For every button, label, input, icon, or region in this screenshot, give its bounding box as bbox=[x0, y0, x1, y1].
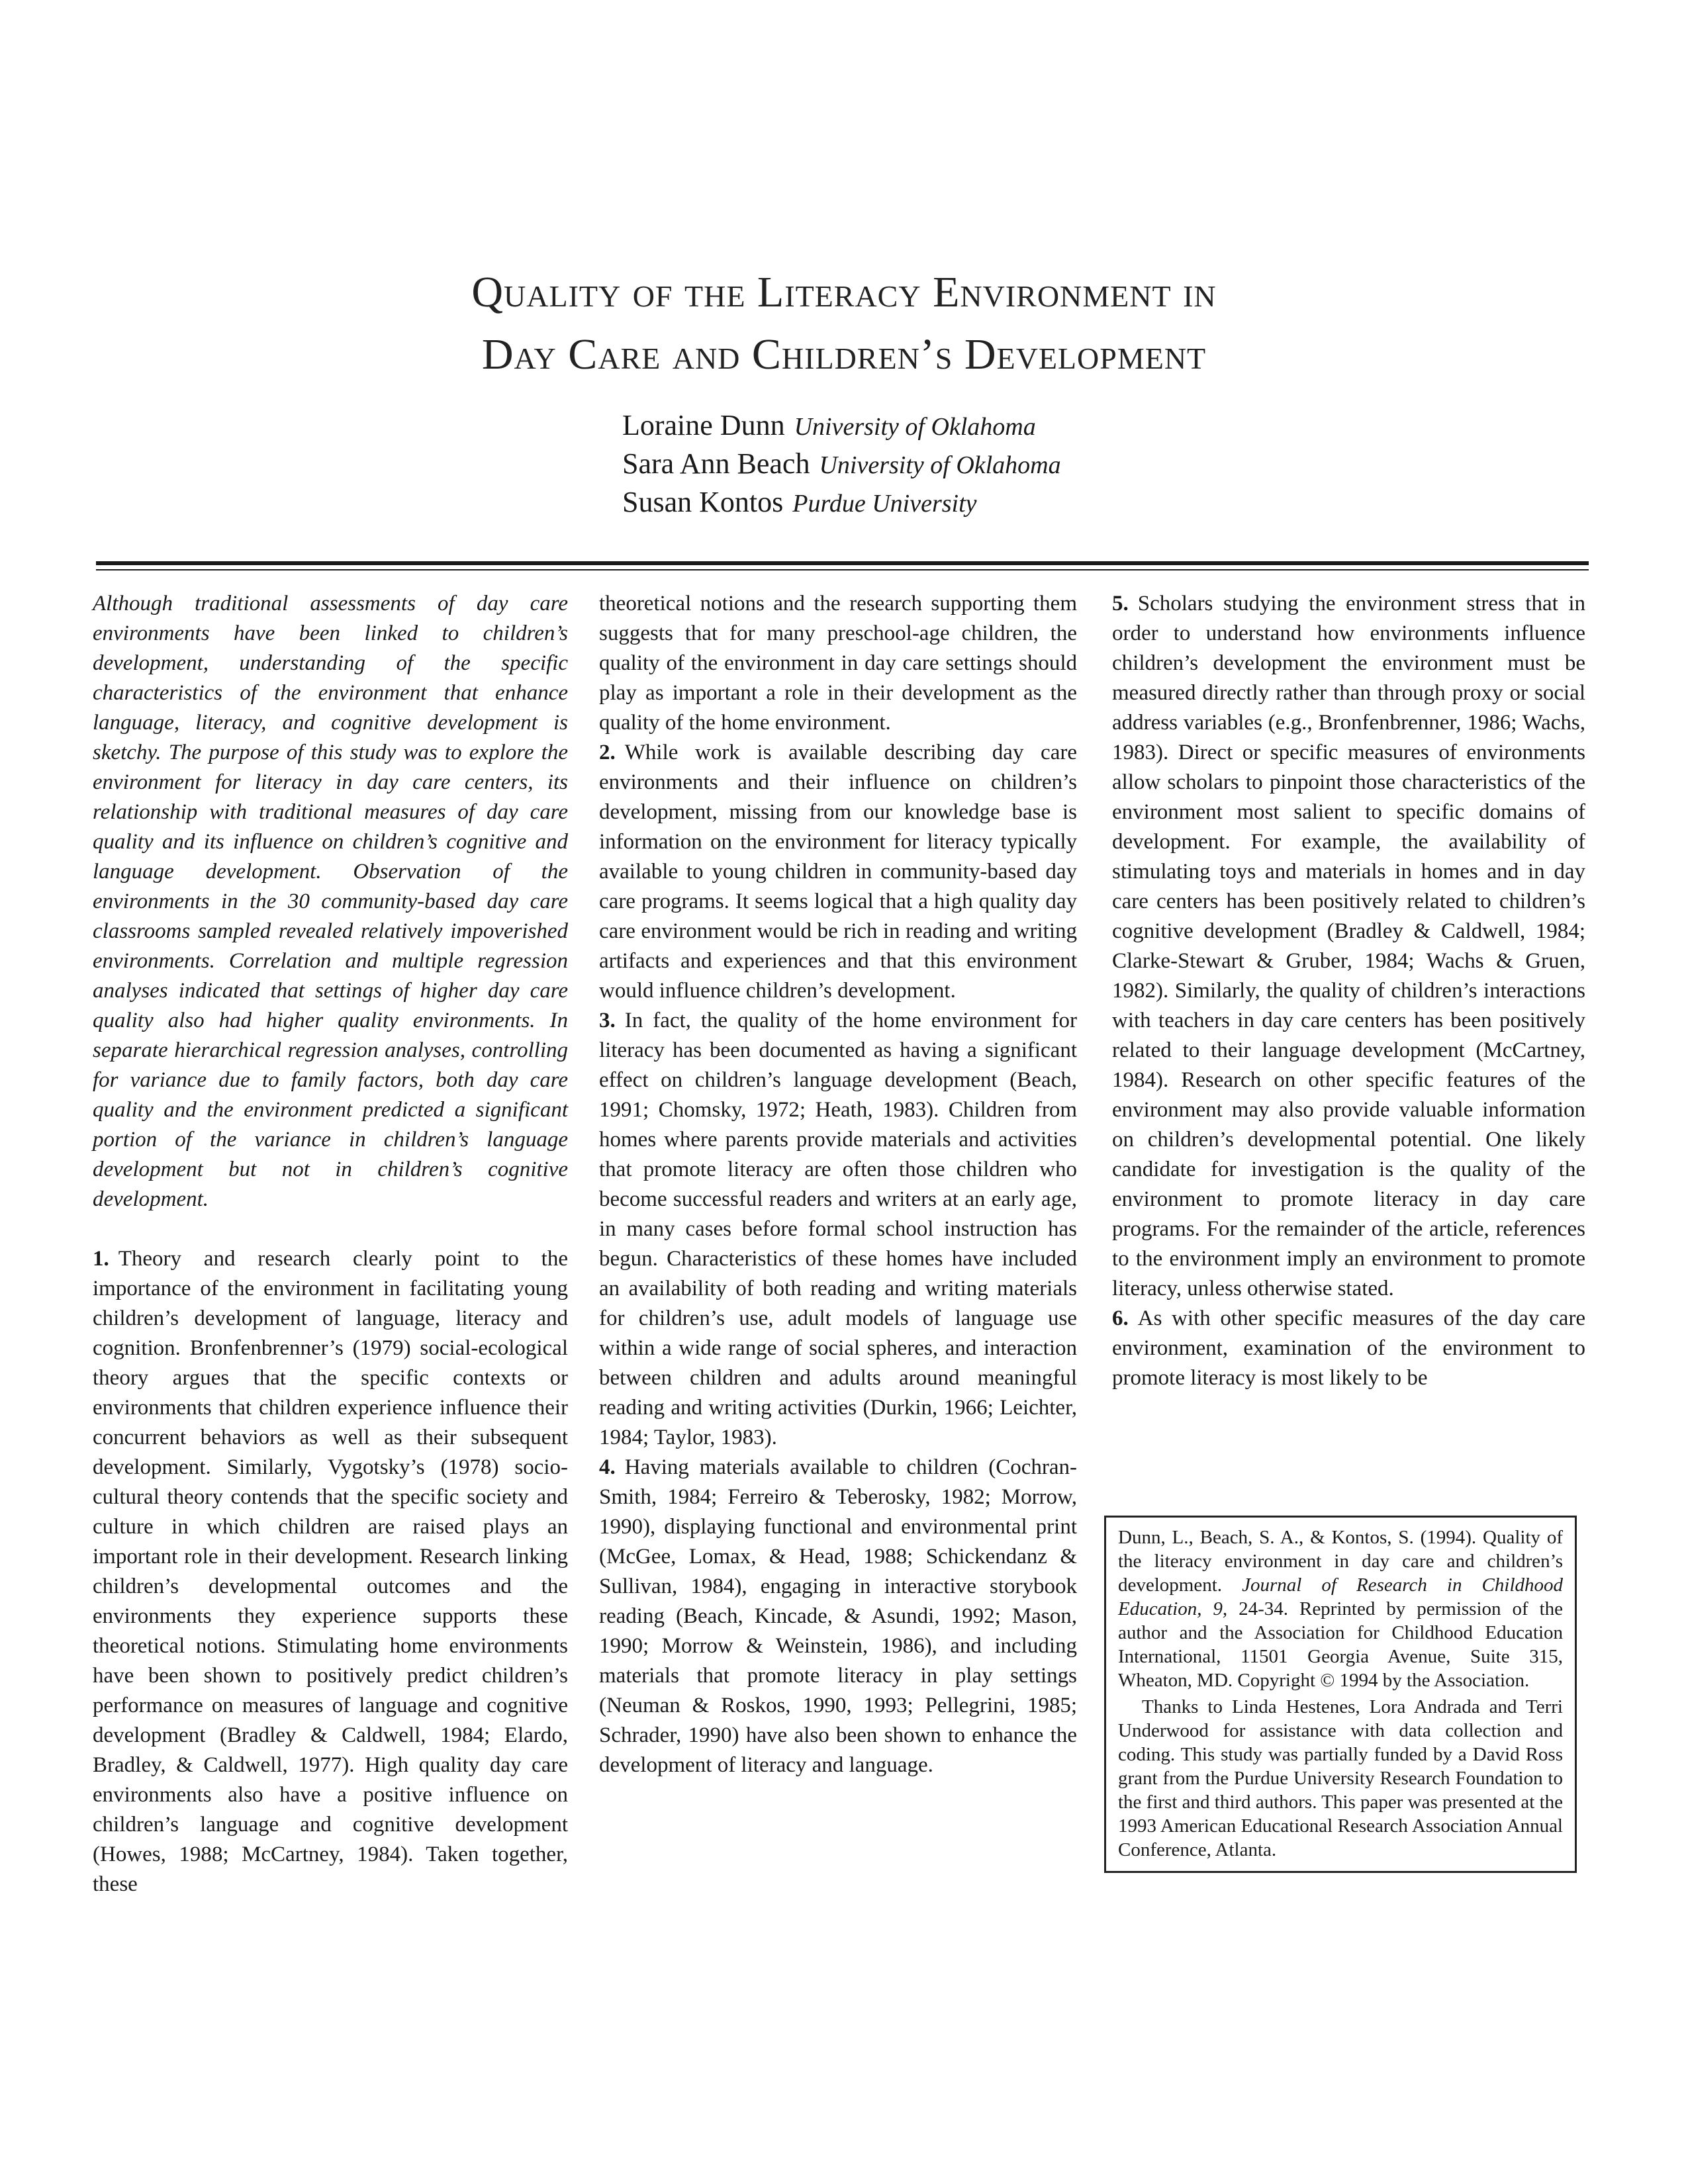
author-entry bbox=[622, 407, 1350, 445]
citation-details: 24-34. Reprinted by permission of the author and the Association for Childhood Education International, 11501 Georgia Avenue, Suite 315, Wheaton, MD. Copyright © 1994 by the Association. bbox=[1118, 1598, 1563, 1691]
column-right bbox=[1112, 589, 1585, 1393]
paragraph-3 bbox=[599, 1006, 1077, 1453]
paragraph-number: 6. bbox=[1112, 1306, 1129, 1330]
author-affiliation: University of Oklahoma bbox=[819, 451, 1061, 479]
article-title bbox=[0, 261, 1688, 386]
paragraph-5 bbox=[1112, 589, 1585, 1304]
header-rule-thick bbox=[96, 561, 1589, 565]
header-rule-thin bbox=[96, 569, 1589, 570]
author-name: Sara Ann Beach bbox=[622, 447, 810, 480]
paragraph-1-continued: theoretical notions and the research supporting them suggests that for many preschool-age children, the quality of the environment in day care settings should play as important a role in their development as the quality of the home environment. bbox=[599, 592, 1077, 735]
author-name: Loraine Dunn bbox=[622, 409, 785, 441]
paragraph-number: 4. bbox=[599, 1455, 616, 1479]
paragraph-2 bbox=[599, 738, 1077, 1006]
paragraph-text: Scholars studying the environment stress that in order to understand how environments influence children’s development the environment must be measured directly rather than through proxy or social address variables (e.g., Bronfenbrenner, 1986; Wachs, 1983). Direct or specific measures of environments allow scholars to pinpoint those characteristics of the environment most salient to specific domains of development. For example, the availability of stimulating toys and materials in homes and in day care centers has been positively related to children’s cognitive development (Bradley & Caldwell, 1984; Clarke-Stewart & Gruber, 1984; Wachs & Gruen, 1982). Similarly, the quality of children’s interactions with teachers in day care centers has been positively related to their language development (McCartney, 1984). Research on other specific features of the environment may also provide valuable information on children’s developmental potential. One likely candidate for investigation is the quality of the environment to promote literacy in day care programs. For the remainder of the article, references to the environment imply an environment to promote literacy, unless otherwise stated. bbox=[1112, 592, 1585, 1300]
citation-footnote-box bbox=[1104, 1516, 1577, 1873]
paragraph-number: 1. bbox=[93, 1247, 109, 1271]
column-left bbox=[93, 589, 568, 1899]
paragraph-text: As with other specific measures of the day care environment, examination of the environment to promote literacy is most likely to be bbox=[1112, 1306, 1585, 1390]
paragraph-text: While work is available describing day care environments and their influence on children’s development, missing from our knowledge base is information on the environment for literacy typically available to young children in community-based day care programs. It seems logical that a high quality day care environment would be rich in reading and writing artifacts and experiences and that this environment would influence children’s development. bbox=[599, 741, 1077, 1003]
title-line-2: Day Care and Children’s Development bbox=[481, 330, 1207, 379]
paragraph-6 bbox=[1112, 1304, 1585, 1393]
paragraph-text: Having materials available to children (Cochran-Smith, 1984; Ferreiro & Teberosky, 1982; Morrow, 1990), displaying functional and environmental print (McGee, Lomax, & Head, 1988; Schickendanz & Sullivan, 1984), engaging in interactive storybook reading (Beach, Kincade, & Asundi, 1992; Mason, 1990; Morrow & Weinstein, 1986), and including materials that promote literacy in play settings (Neuman & Roskos, 1990, 1993; Pellegrini, 1985; Schrader, 1990) have also been shown to enhance the development of literacy and language. bbox=[599, 1455, 1077, 1777]
author-entry bbox=[622, 484, 1350, 522]
paragraph-text: In fact, the quality of the home environment for literacy has been documented as having a significant effect on children’s language development (Beach, 1991; Chomsky, 1972; Heath, 1983). Children from homes where parents provide materials and activities that promote literacy are often those children who become successful readers and writers at an early age, in many cases before formal school instruction has begun. Characteristics of these homes have included an availability of both reading and writing materials for children’s use, adult models of language use within a wide range of social spheres, and interaction between children and adults around meaningful reading and writing activities (Durkin, 1966; Leichter, 1984; Taylor, 1983). bbox=[599, 1009, 1077, 1449]
paragraph-4 bbox=[599, 1453, 1077, 1780]
citation-journal: Journal of Research in Childhood Education, 9, bbox=[1118, 1574, 1563, 1619]
author-entry bbox=[622, 445, 1350, 484]
paragraph-number: 3. bbox=[599, 1009, 616, 1032]
abstract: Although traditional assessments of day care environments have been linked to children’s development, understanding of the specific characteristics of the environment that enhance language, literacy, and cognitive development is sketchy. The purpose of this study was to explore the environment for literacy in day care centers, its relationship with traditional measures of day care quality and its influence on children’s cognitive and language development. Observation of the environments in the 30 community-based day care classrooms sampled revealed relatively impoverished environments. Correlation and multiple regression analyses indicated that settings of higher day care quality also had higher quality environments. In separate hierarchical regression analyses, controlling for variance due to family factors, both day care quality and the environment predicted a significant portion of the variance in children’s language development but not in children’s cognitive development. bbox=[93, 592, 568, 1211]
citation-reference: Dunn, L., Beach, S. A., & Kontos, S. (1994). Quality of the literacy environment in day care and children’s development. bbox=[1118, 1527, 1563, 1596]
author-affiliation: University of Oklahoma bbox=[794, 413, 1036, 441]
author-affiliation: Purdue University bbox=[792, 490, 977, 518]
citation-text bbox=[1118, 1525, 1563, 1692]
paragraph-number: 5. bbox=[1112, 592, 1129, 615]
column-middle bbox=[599, 589, 1077, 1780]
author-list bbox=[622, 407, 1350, 522]
acknowledgements: Thanks to Linda Hestenes, Lora Andrada and Terri Underwood for assistance with data collection and coding. This study was partially funded by a David Ross grant from the Purdue University Research Foundation to the first and third authors. This paper was presented at the 1993 American Educational Research Association Annual Conference, Atlanta. bbox=[1118, 1696, 1563, 1860]
paragraph-number: 2. bbox=[599, 741, 616, 764]
author-name: Susan Kontos bbox=[622, 486, 784, 518]
paragraph-1 bbox=[93, 1244, 568, 1899]
title-line-1: Quality of the Literacy Environment in bbox=[471, 268, 1217, 316]
paragraph-text: Theory and research clearly point to the importance of the environment in facilitating young children’s development of language, literacy and cognition. Bronfenbrenner’s (1979) social-ecological theory argues that the specific contexts or environments that children experience influence their concurrent behaviors as well as their subsequent development. Similarly, Vygotsky’s (1978) socio-cultural theory contends that the specific society and culture in which children are raised plays an important role in their development. Research linking children’s developmental outcomes and the environments they experience supports these theoretical notions. Stimulating home environments have been shown to positively predict children’s performance on measures of language and cognitive development (Bradley & Caldwell, 1984; Elardo, Bradley, & Caldwell, 1977). High quality day care environments also have a positive influence on children’s language and cognitive development (Howes, 1988; McCartney, 1984). Taken together, these bbox=[93, 1247, 568, 1896]
